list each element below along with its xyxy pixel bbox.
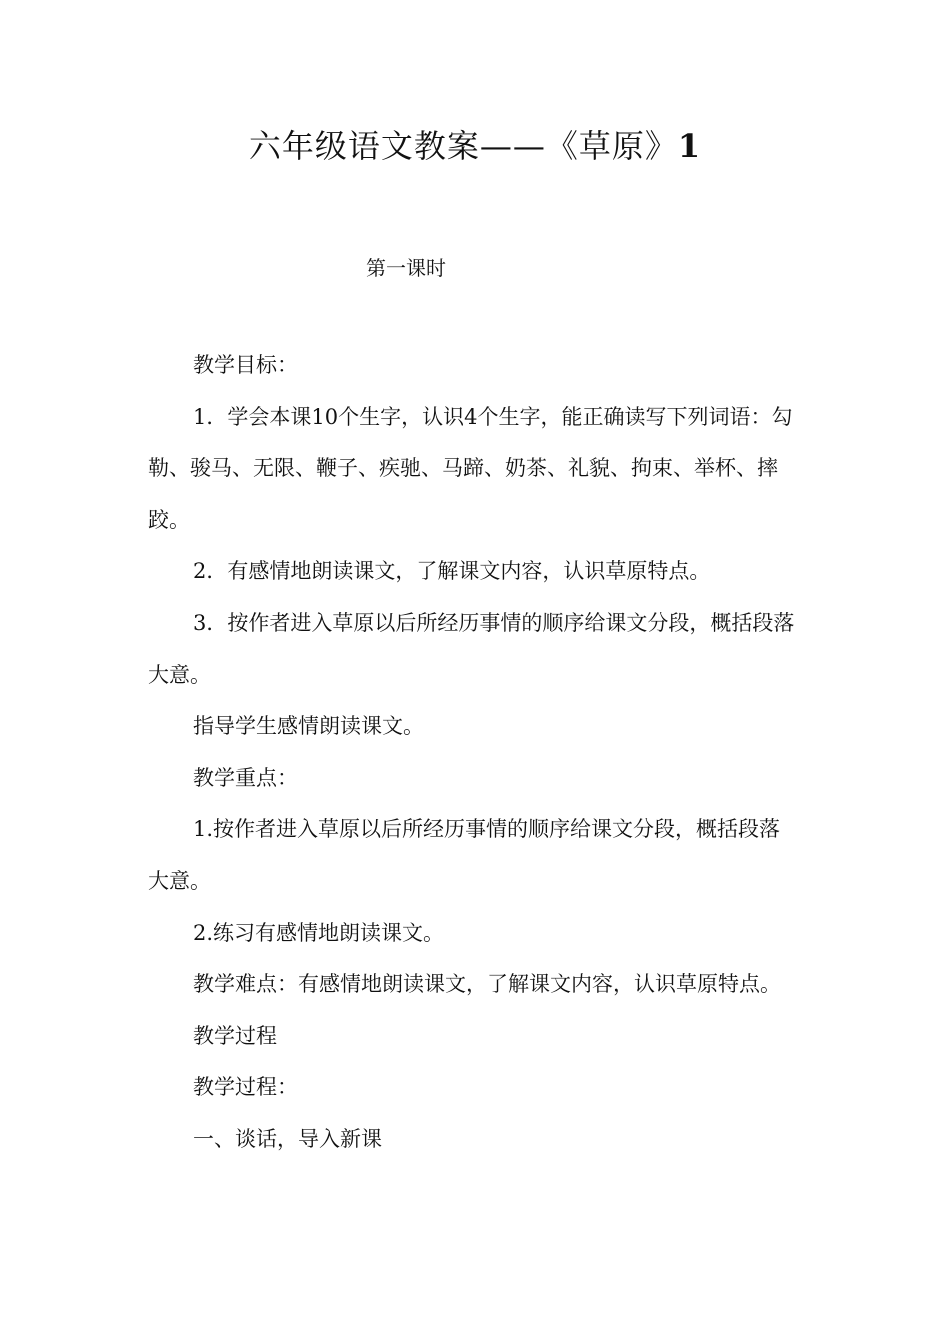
paragraph-key-point-2: 2.练习有感情地朗读课文。 bbox=[193, 920, 445, 945]
paragraph-key-points: 教学重点： bbox=[193, 765, 298, 790]
document-body bbox=[148, 340, 798, 1166]
paragraph-process-label: 教学过程： bbox=[193, 1075, 298, 1100]
paragraph-teaching-goals: 教学目标： bbox=[193, 353, 298, 377]
paragraph-goal-3: 3．按作者进入草原以后所经历事情的顺序给课文分段，概括段落大意。 bbox=[148, 610, 795, 687]
document-title bbox=[0, 124, 950, 168]
paragraph-difficulties: 教学难点：有感情地朗读课文，了解课文内容，认识草原特点。 bbox=[193, 972, 781, 997]
paragraph-guidance: 指导学生感情朗读课文。 bbox=[193, 714, 424, 739]
paragraph-process-heading: 教学过程 bbox=[193, 1023, 277, 1048]
lesson-heading: 第一课时 bbox=[366, 256, 446, 280]
title-number: 1 bbox=[677, 127, 702, 165]
paragraph-goal-2: 2．有感情地朗读课文，了解课文内容，认识草原特点。 bbox=[193, 559, 711, 584]
paragraph-step-1: 一、谈话，导入新课 bbox=[193, 1126, 382, 1151]
paragraph-goal-1: 1．学会本课10个生字，认识4个生字，能正确读写下列词语：勾勒、骏马、无限、鞭子、疾驰、马蹄、奶茶、礼貌、拘束、举杯、摔跤。 bbox=[148, 404, 793, 532]
title-main: 六年级语文教案——《草原》 bbox=[248, 127, 678, 165]
paragraph-key-point-1: 1.按作者进入草原以后所经历事情的顺序给课文分段，概括段落大意。 bbox=[148, 817, 781, 893]
